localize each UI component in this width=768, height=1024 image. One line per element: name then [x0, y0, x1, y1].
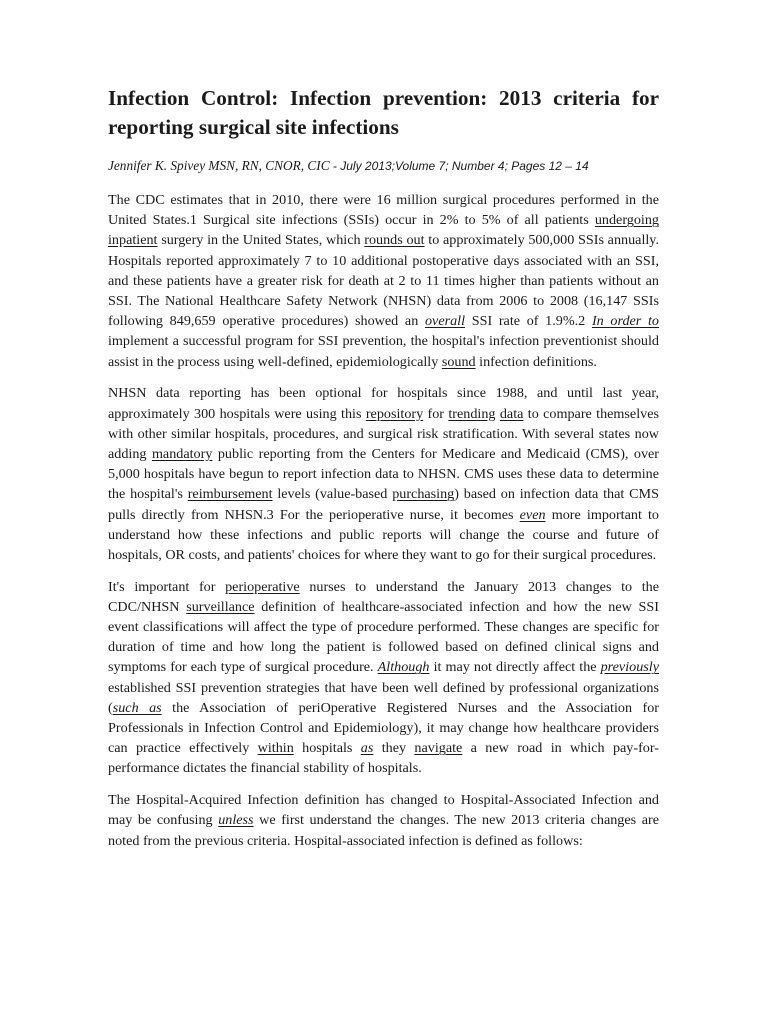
paragraph-1: [108, 190, 659, 372]
underlined-term-previously[interactable]: previously: [600, 659, 659, 676]
underlined-term-surveillance[interactable]: surveillance: [186, 598, 255, 615]
underlined-term-perioperative[interactable]: perioperative: [225, 578, 300, 595]
article-byline: [108, 157, 659, 175]
underlined-term-data[interactable]: data: [499, 405, 524, 422]
underlined-term-navigate[interactable]: navigate: [414, 740, 463, 757]
text-run: to approximately 500,000 SSIs annually. Hospitals reported approximately 7 to 10 additional postoperative days associated with an SSI, and these patients have a greater risk for death at 2 to 11 times higher than patients without an SSI. The National Healthcare Safety Network (NHSN) data from 2006 to 2008 (16,147 SSIs following 849,659 operative procedures) showed an: [108, 232, 659, 330]
underlined-term-such-as[interactable]: such as: [112, 699, 162, 716]
text-run: to compare themselves with other similar hospitals, procedures, and surgical risk stratification. With several states now adding: [108, 405, 659, 462]
underlined-term-even[interactable]: even: [519, 506, 546, 523]
text-run: public reporting from the Centers for Medicare and Medicaid (CMS), over 5,000 hospitals have begun to report infection data to NHSN. CMS uses these data to determine the hospital's: [108, 445, 659, 503]
text-run: it may not directly affect the: [429, 659, 601, 676]
underlined-term-sound[interactable]: sound: [441, 353, 476, 370]
article-title: Infection Control: Infection prevention: 2013 criteria for reporting surgical site infections: [108, 86, 659, 139]
text-run: ) based on infection data that CMS pulls directly from NHSN.3 For the perioperative nurse, it becomes: [108, 486, 659, 523]
underlined-term-purchasing[interactable]: purchasing: [392, 486, 455, 503]
text-run: hospitals: [293, 740, 361, 757]
underlined-term-mandatory[interactable]: mandatory: [151, 445, 213, 462]
text-run: SSI rate of 1.9%.2: [465, 313, 592, 330]
paragraph-4: [108, 790, 659, 851]
underlined-term-unless[interactable]: unless: [218, 812, 254, 829]
underlined-term-repository[interactable]: repository: [365, 405, 424, 422]
text-run: The Hospital-Acquired Infection definition has changed to Hospital-Associated Infection and may be confusing: [108, 792, 659, 829]
underlined-term-undergoing[interactable]: undergoing: [594, 212, 659, 229]
text-run: infection definitions.: [475, 353, 597, 370]
text-run: for: [423, 405, 449, 422]
text-run: we first understand the changes. The new 2013 criteria changes are noted from the previous criteria. Hospital-associated infection is defined as follows:: [108, 812, 659, 849]
paragraph-2: [108, 383, 659, 565]
underlined-term-reimbursement[interactable]: reimbursement: [187, 486, 273, 503]
article-author: Jennifer K. Spivey MSN, RN, CNOR, CIC: [108, 158, 330, 173]
article-source: - July 2013;Volume 7; Number 4; Pages 12 – 14: [329, 159, 589, 173]
text-run: NHSN data reporting has been optional for hospitals since 1988, and until last year, approximately 300 hospitals were using this: [108, 385, 659, 422]
text-run: they: [373, 740, 415, 757]
text-run: implement a successful program for SSI prevention, the hospital's infection preventionist should assist in the process using well-defined, epidemiologically: [108, 333, 659, 370]
text-run: It's important for: [108, 578, 226, 595]
underlined-term-although[interactable]: Although: [377, 659, 430, 676]
text-run: surgery in the United States, which: [157, 232, 365, 249]
underlined-term-trending[interactable]: trending: [448, 405, 496, 422]
underlined-term-within[interactable]: within: [257, 740, 294, 757]
document-page: [108, 84, 659, 862]
underlined-term-rounds-out[interactable]: rounds out: [364, 232, 425, 249]
text-run: levels (value-based: [272, 486, 393, 503]
underlined-term-as[interactable]: as: [360, 740, 374, 757]
paragraph-3: [108, 577, 659, 779]
text-run: more important to understand how these infections and public reports will change the course and future of hospitals, OR costs, and patients' choices for where they want to go for their surgical procedures.: [108, 506, 660, 563]
text-run: a new road in which pay-for-performance dictates the financial stability of hospitals.: [108, 740, 659, 777]
text-run: nurses to understand the January 2013 changes to the CDC/NHSN: [108, 578, 660, 615]
text-run: definition of healthcare-associated infection and how the new SSI event classifications will affect the type of procedure performed. These changes are specific for duration of time and how long the patient is followed based on defined clinical signs and symptoms for each type of surgical procedure.: [108, 598, 659, 676]
text-run: the Association of periOperative Registered Nurses and the Association for Professionals in Infection Control and Epidemiology), it may change how healthcare providers can practice effectively: [108, 699, 659, 757]
text-run: established SSI prevention strategies that have been well defined by professional organizations (: [108, 679, 659, 716]
text-run: The CDC estimates that in 2010, there were 16 million surgical procedures performed in the United States.1 Surgical site infections (SSIs) occur in 2% to 5% of all patients: [108, 192, 659, 229]
underlined-term-inpatient[interactable]: inpatient: [108, 232, 158, 249]
underlined-term-overall[interactable]: overall: [424, 313, 466, 330]
underlined-term-in-order-to[interactable]: In order to: [591, 313, 659, 330]
